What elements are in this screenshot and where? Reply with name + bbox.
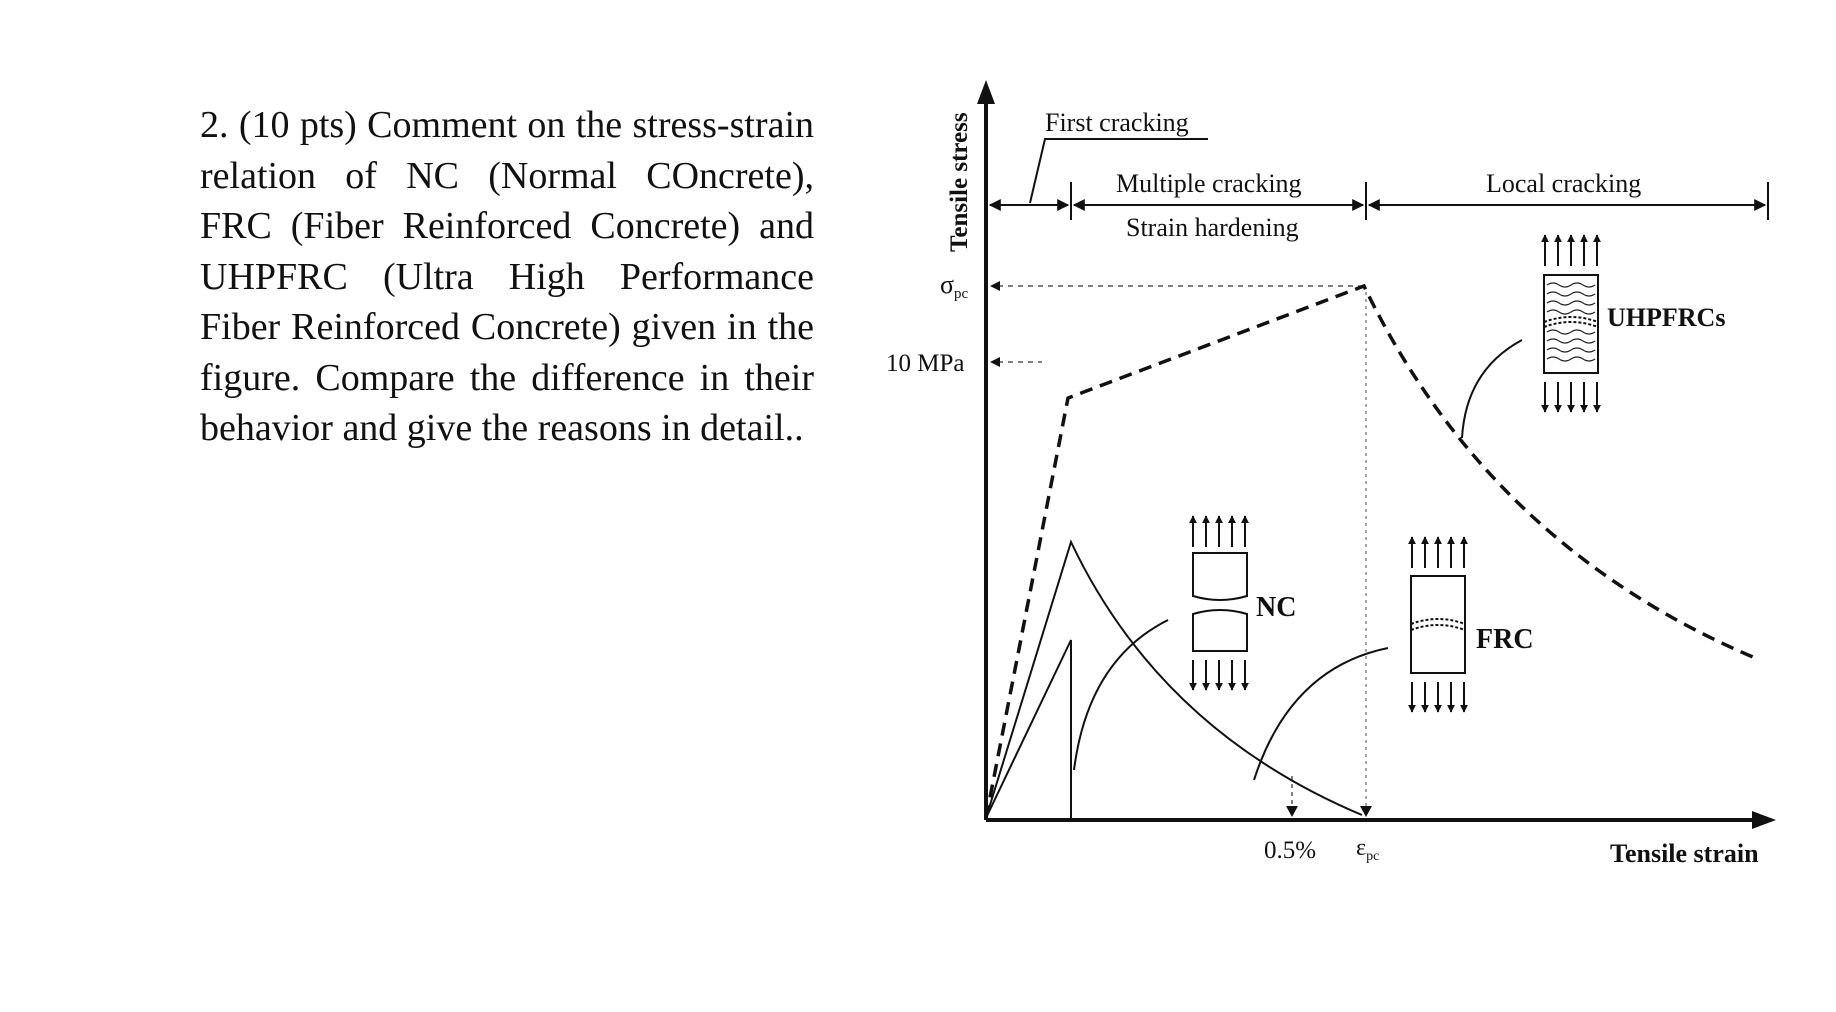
uhpfrc-label: UHPFRCs [1607, 303, 1726, 332]
question-text: 2. (10 pts) Comment on the stress-strain relation of NC (Normal COncrete), FRC (Fiber Reinforced Concrete) and UHPFRC (Ultra High Performance Fiber Reinforced Concrete) given in the figure. Compare the difference in their behavior and give the reasons in detail.. [200, 104, 814, 449]
sigma-pc-pointer [990, 281, 1000, 291]
ten-mpa-label: 10 MPa [886, 350, 965, 377]
stage-first-cracking: First cracking [1045, 108, 1189, 137]
frc-top-arrows [1412, 537, 1464, 568]
eps-pc-label [1356, 835, 1379, 864]
y-ticks [886, 270, 1364, 377]
nc-lower-block [1193, 610, 1247, 651]
nc-top-arrows [1193, 516, 1245, 547]
nc-upper-block [1193, 553, 1247, 600]
stage-multiple-cracking: Multiple cracking [1116, 169, 1302, 198]
axes [977, 80, 1776, 829]
half-percent-pointer [1286, 806, 1298, 817]
curves [986, 286, 1760, 820]
uhpfrc-specimen [1462, 235, 1598, 438]
y-axis-arrow [977, 80, 995, 104]
sigma-pc-label [940, 270, 969, 302]
stage-annotations [990, 139, 1768, 220]
uhpfrc-leader [1462, 340, 1522, 438]
nc-curve [986, 640, 1071, 820]
uhpfrc-curve [986, 286, 1760, 818]
stage-local-cracking: Local cracking [1486, 169, 1642, 198]
frc-label: FRC [1476, 624, 1534, 655]
x-axis-label: Tensile strain [1610, 839, 1759, 868]
sigma-symbol: σ [940, 270, 955, 299]
frc-leader [1254, 648, 1388, 780]
stage-strain-hardening: Strain hardening [1126, 213, 1299, 242]
x-axis-arrow [1752, 811, 1776, 829]
eps-subscript: pc [1366, 849, 1380, 864]
eps-symbol: ε [1356, 835, 1367, 861]
y-axis-label: Tensile stress [946, 112, 973, 252]
ten-mpa-pointer [990, 357, 1000, 367]
x-ticks [1264, 292, 1379, 864]
nc-label: NC [1256, 592, 1297, 623]
uhpfrc-top-arrows [1545, 235, 1597, 266]
half-percent-label: 0.5% [1264, 837, 1317, 864]
sigma-subscript: pc [954, 286, 969, 302]
nc-leader [1074, 620, 1168, 770]
frc-specimen [1254, 537, 1465, 780]
frc-bottom-arrows [1412, 682, 1464, 712]
frc-curve [986, 542, 1362, 818]
nc-bottom-arrows [1193, 660, 1245, 690]
uhpfrc-bottom-arrows [1545, 382, 1597, 412]
